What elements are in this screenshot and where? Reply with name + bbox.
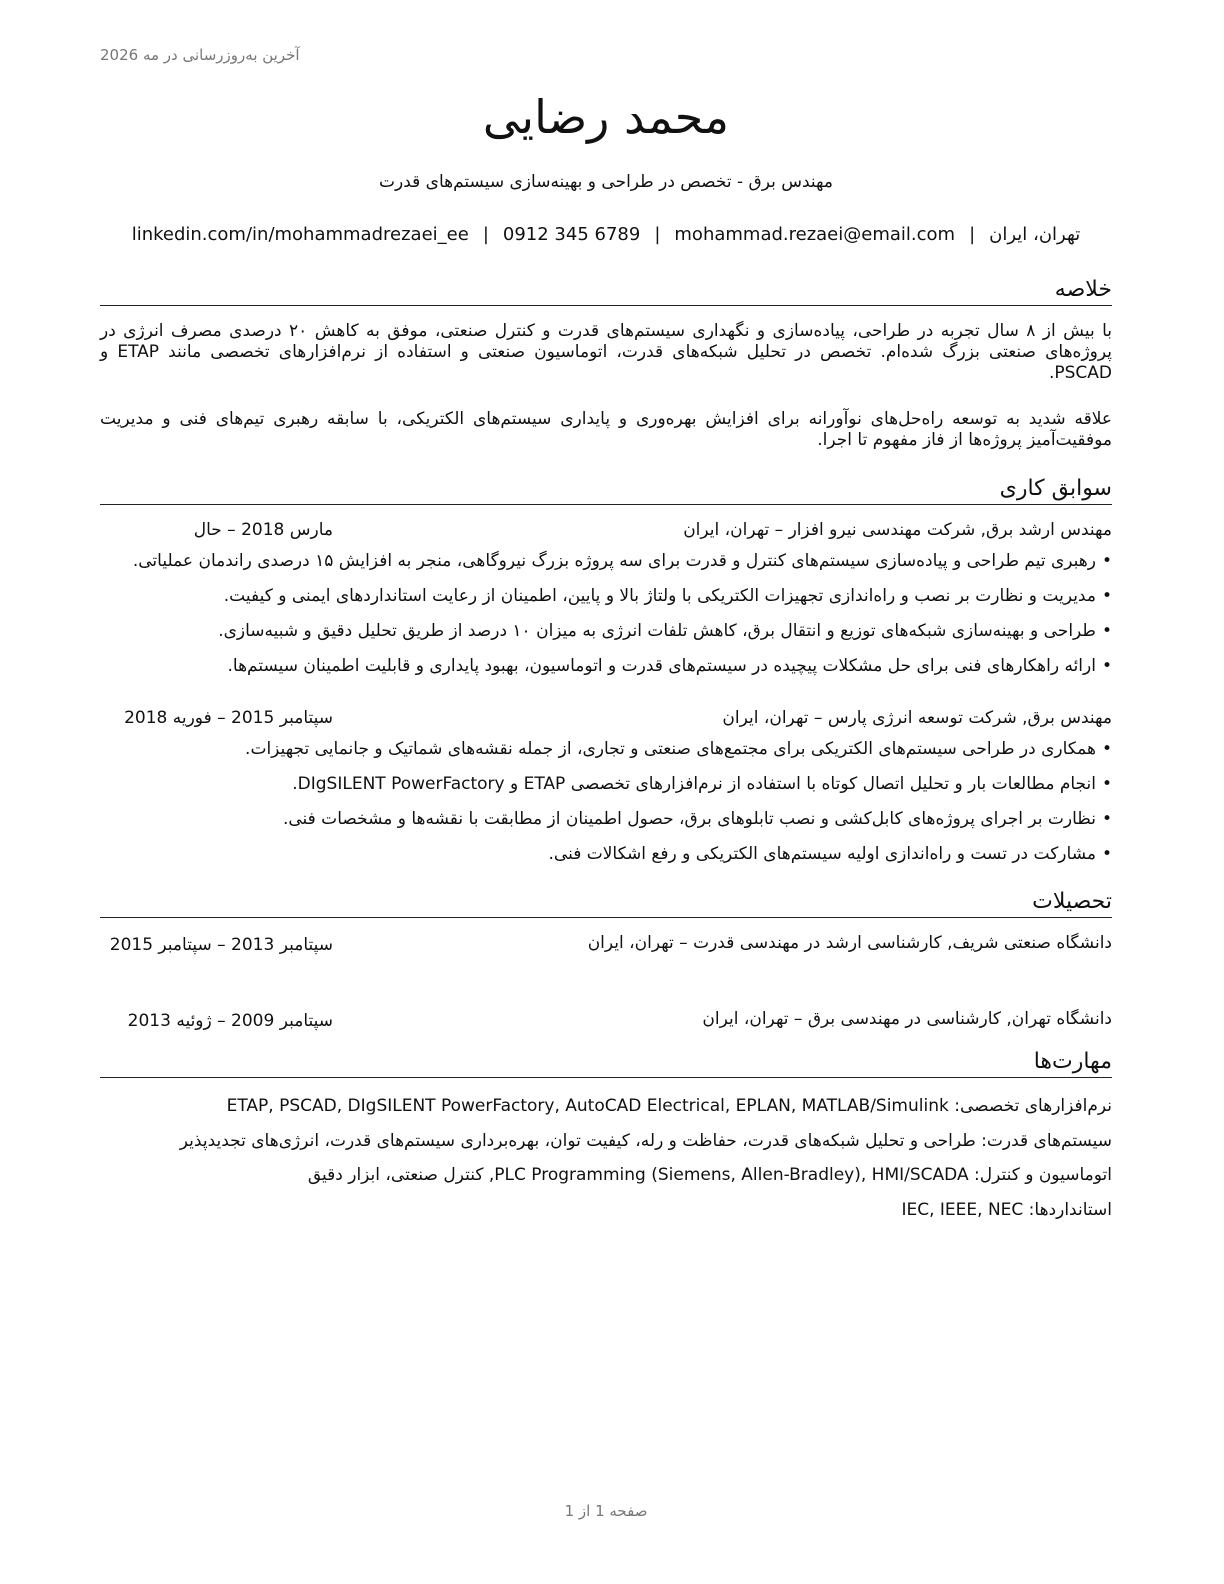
list-item: •همکاری در طراحی سیستم‌های الکتریکی برای مجتمع‌های صنعتی و تجاری، از جمله نقشه‌های شماتیک و جانمایی تجهیزات.	[245, 739, 1112, 759]
bullet-icon: •	[1101, 844, 1112, 864]
bullet-icon: •	[1101, 586, 1112, 606]
contact-separator: |	[482, 224, 489, 245]
list-item: •نظارت بر اجرای پروژه‌های کابل‌کشی و نصب تابلوهای برق، حصول اطمینان از مطابقت با نقشه‌ها و مشخصات فنی.	[282, 809, 1112, 829]
section-title-experience: سوابق کاری	[100, 475, 1112, 505]
list-item: •رهبری تیم طراحی و پیاده‌سازی سیستم‌های کنترل و قدرت برای سه پروژه بزرگ نیروگاهی، منجر به افزایش ۱۵ درصدی راندمان عملیاتی.	[132, 551, 1112, 571]
education-degree: دانشگاه تهران, کارشناسی در مهندسی برق – تهران، ایران	[702, 1009, 1112, 1029]
education-dates: سپتامبر 2013 – سپتامبر 2015	[109, 935, 333, 955]
list-item: •انجام مطالعات بار و تحلیل اتصال کوتاه با استفاده از نرم‌افزارهای تخصصی ETAP و DIgSILENT PowerFactory.	[292, 774, 1112, 794]
resume-page	[100, 0, 1112, 1584]
job-bullets	[90, 549, 1112, 689]
last-updated: آخرین به‌روزرسانی در مه 2026	[100, 46, 300, 64]
bullet-icon: •	[1101, 809, 1112, 829]
education-degree: دانشگاه صنعتی شریف, کارشناسی ارشد در مهندسی قدرت – تهران، ایران	[587, 933, 1112, 953]
page-number: صفحه 1 از 1	[564, 1502, 648, 1520]
job-header	[100, 708, 1112, 730]
list-item: •مشارکت در تست و راه‌اندازی اولیه سیستم‌های الکتریکی و رفع اشکالات فنی.	[548, 844, 1112, 864]
skills-list	[100, 1094, 1112, 1232]
job-role: مهندس ارشد برق, شرکت مهندسی نیرو افزار – تهران، ایران	[683, 520, 1112, 540]
education-dates: سپتامبر 2009 – ژوئیه 2013	[127, 1011, 333, 1031]
headline: مهندس برق - تخصص در طراحی و بهینه‌سازی سیستم‌های قدرت	[379, 172, 833, 192]
skill-line: سیستم‌های قدرت: طراحی و تحلیل شبکه‌های قدرت، حفاظت و رله، کیفیت توان، بهره‌برداری سیستم‌های قدرت، انرژی‌های تجدیدپذیر	[179, 1130, 1112, 1151]
skill-line: نرم‌افزارهای تخصصی: ETAP, PSCAD, DIgSILENT PowerFactory, AutoCAD Electrical, EPLAN, MATLAB/Simulink	[226, 1096, 1112, 1116]
contact-location: تهران، ایران	[989, 224, 1081, 245]
list-item: •طراحی و بهینه‌سازی شبکه‌های توزیع و انتقال برق، کاهش تلفات انرژی به میزان ۱۰ درصد از طریق تحلیل دقیق و شبیه‌سازی.	[218, 621, 1112, 641]
summary-paragraph: علاقه شدید به توسعه راه‌حل‌های نوآورانه برای افزایش بهره‌وری و پایداری سیستم‌های الکتریکی، با سابقه رهبری تیم‌های فنی و مدیریت موفقیت‌آمیز پروژه‌ها از فاز مفهوم تا اجرا.	[100, 409, 1112, 450]
bullet-icon: •	[1101, 551, 1112, 571]
skill-line: اتوماسیون و کنترل: PLC Programming (Siemens, Allen-Bradley), HMI/SCADA, کنترل صنعتی، ابزار دقیق	[307, 1165, 1112, 1185]
person-name: محمد رضایی	[482, 90, 730, 144]
section-title-skills: مهارت‌ها	[100, 1048, 1112, 1078]
bullet-icon: •	[1101, 739, 1112, 759]
job-role: مهندس برق, شرکت توسعه انرژی پارس – تهران، ایران	[722, 708, 1112, 728]
job-dates: مارس 2018 – حال	[193, 520, 333, 540]
contact-separator: |	[654, 224, 661, 245]
bullet-icon: •	[1101, 621, 1112, 641]
section-title-education: تحصیلات	[100, 888, 1112, 918]
job-dates: سپتامبر 2015 – فوریه 2018	[124, 708, 333, 728]
contact-linkedin[interactable]: linkedin.com/in/mohammadrezaei_ee	[131, 224, 469, 245]
summary-paragraph: با بیش از ۸ سال تجربه در طراحی، پیاده‌سازی و نگهداری سیستم‌های قدرت و کنترل صنعتی، موفق به کاهش ۲۰ درصدی مصرف انرژی در پروژه‌های صنعتی بزرگ شده‌ام. تخصص در تحلیل شبکه‌های قدرت، اتوماسیون صنعتی و استفاده از نرم‌افزارهای تخصصی مانند ETAP و PSCAD.	[100, 321, 1112, 383]
job-bullets	[90, 737, 1112, 877]
skill-line: استانداردها: IEC, IEEE, NEC	[901, 1199, 1112, 1220]
list-item: •ارائه راهکارهای فنی برای حل مشکلات پیچیده در سیستم‌های قدرت و اتوماسیون، بهبود پایداری و قابلیت اطمینان سیستم‌ها.	[227, 656, 1112, 676]
bullet-icon: •	[1101, 774, 1112, 794]
list-item: •مدیریت و نظارت بر نصب و راه‌اندازی تجهیزات الکتریکی با ولتاژ بالا و پایین، اطمینان از رعایت استانداردهای ایمنی و کیفیت.	[223, 586, 1112, 606]
section-title-summary: خلاصه	[100, 276, 1112, 306]
contact-line	[100, 224, 1112, 245]
contact-separator: |	[969, 224, 976, 245]
bullet-icon: •	[1101, 656, 1112, 676]
job-header	[100, 520, 1112, 542]
contact-phone[interactable]: 0912 345 6789	[502, 224, 641, 245]
contact-email[interactable]: mohammad.rezaei@email.com	[674, 224, 956, 245]
